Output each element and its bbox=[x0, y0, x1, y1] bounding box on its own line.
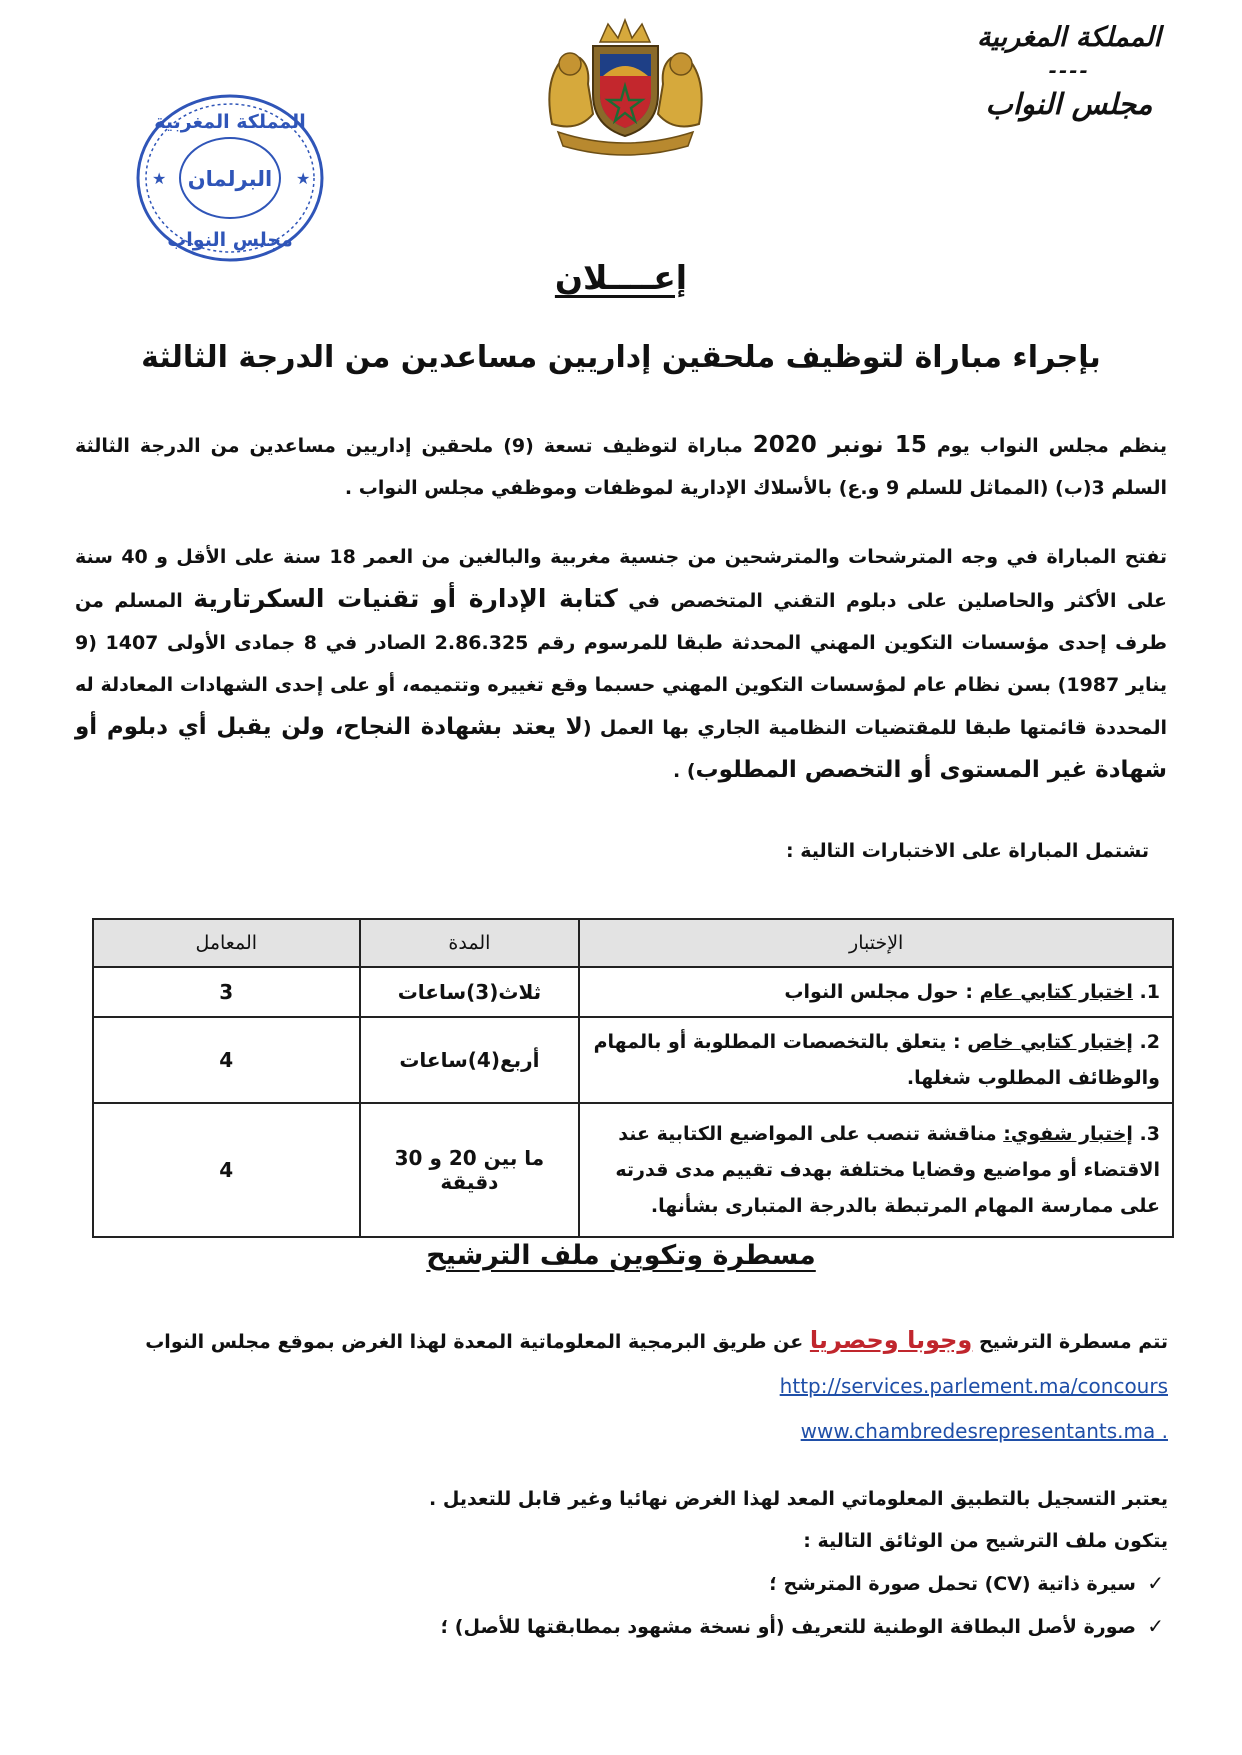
registration-note: يعتبر التسجيل بالتطبيق المعلوماتي المعد لهذا الغرض نهائيا وغير قابل للتعديل . bbox=[429, 1488, 1168, 1510]
coat-of-arms-icon bbox=[538, 14, 713, 156]
procedure-title: مسطرة وتكوين ملف الترشيح bbox=[426, 1240, 816, 1271]
announcement-subtitle: بإجراء مباراة لتوظيف ملحقين إداريين مساعدين من الدرجة الثالثة bbox=[141, 340, 1101, 375]
svg-text:★: ★ bbox=[152, 169, 167, 188]
check-icon: ✓ bbox=[1147, 1614, 1164, 1638]
check-icon: ✓ bbox=[1147, 1571, 1164, 1595]
coefficient-cell: 4 bbox=[93, 1017, 360, 1103]
mandatory-emphasis: وجوبا وحصريا bbox=[809, 1326, 973, 1354]
seal-ring-text: المملكة المغربية bbox=[154, 111, 306, 133]
header-duration: المدة bbox=[360, 919, 580, 967]
documents-section bbox=[78, 1478, 1168, 1648]
header-coefficient: المعامل bbox=[93, 919, 360, 967]
table-row bbox=[93, 1017, 1173, 1103]
table-row bbox=[93, 1103, 1173, 1237]
header-exam: الإختبار bbox=[579, 919, 1173, 967]
institution-header bbox=[954, 22, 1184, 121]
list-item: ✓صورة لأصل البطاقة الوطنية للتعريف (أو نسخة مشهود بمطابقتها للأصل) ؛ bbox=[78, 1605, 1168, 1648]
required-specialty: كتابة الإدارة أو تقنيات السكرتارية bbox=[193, 584, 618, 613]
eligibility-paragraph: تفتح المباراة في وجه المترشحات والمترشحين من جنسية مغربية والبالغين من العمر 18 سنة على الأقل و 40 سنة على الأكثر والحاصلين على دبلوم التقني المتخصص في كتابة الإدارة أو تقنيات السكرتارية المسلم من طرف إحدى مؤسسات التكوين المهني المحدثة طبقا للمرسوم رقم 2.86.325 الصادر في 8 جمادى الأولى 1407 (9 يناير 1987) بسن نظام عام لمؤسسات التكوين المهني حسبما وقع تغييره وتتميمه، أو على إحدى الشهادات المعادلة له المحددة قائمتها طبقا للمقتضيات النظامية الجاري بها العمل (لا يعتد بشهادة النجاح، ولن يقبل أي دبلوم أو شهادة غير المستوى أو التخصص المطلوب) . bbox=[75, 546, 1168, 783]
svg-text:★: ★ bbox=[296, 169, 311, 188]
duration-cell: ما بين 20 و 30 دقيقة bbox=[360, 1103, 580, 1237]
duration-cell: أربع(4)ساعات bbox=[360, 1017, 580, 1103]
procedure-paragraph: تتم مسطرة الترشيح وجوبا وحصريا عن طريق البرمجية المعلوماتية المعدة لهذا الغرض بموقع مجلس النواب http://services.parlement.ma/concours www.chambredesrepresentants.ma . bbox=[145, 1326, 1168, 1443]
duration-cell: ثلاث(3)ساعات bbox=[360, 967, 580, 1017]
exams-table bbox=[92, 918, 1174, 1238]
website-link[interactable]: www.chambredesrepresentants.ma . bbox=[800, 1419, 1168, 1443]
coefficient-cell: 3 bbox=[93, 967, 360, 1017]
list-item: ✓سيرة ذاتية (CV) تحمل صورة المترشح ؛ bbox=[78, 1562, 1168, 1605]
parliament-seal-icon bbox=[130, 88, 330, 268]
services-link[interactable]: http://services.parlement.ma/concours bbox=[779, 1374, 1168, 1398]
kingdom-name: المملكة المغربية bbox=[976, 22, 1162, 53]
eligibility-note: لا يعتد بشهادة النجاح، ولن يقبل أي دبلوم أو شهادة غير المستوى أو التخصص المطلوب bbox=[75, 714, 1167, 783]
seal-bottom-text: مجلس النواب bbox=[167, 229, 293, 251]
coefficient-cell: 4 bbox=[93, 1103, 360, 1237]
intro-paragraph: ينظم مجلس النواب يوم 15 نونبر 2020 مباراة لتوظيف تسعة (9) ملحقين إداريين مساعدين من الدرجة الثالثة السلم 3(ب) (المماثل للسلم 9 و.ع) بالأسلاك الإدارية لموظفات وموظفي مجلس النواب . bbox=[75, 432, 1167, 499]
exams-intro: تشتمل المباراة على الاختبارات التالية : bbox=[786, 840, 1149, 862]
header-separator: ---- bbox=[1048, 58, 1090, 82]
exam-cell: 2. إختبار كتابي خاص : يتعلق بالتخصصات المطلوبة أو بالمهام والوظائف المطلوب شغلها. bbox=[579, 1017, 1173, 1103]
seal-center-text: البرلمان bbox=[187, 167, 273, 191]
exam-cell: 1. اختبار كتابي عام : حول مجلس النواب bbox=[579, 967, 1173, 1017]
announcement-title: إعــــلان bbox=[554, 258, 688, 297]
exam-date: 15 نونبر 2020 bbox=[752, 432, 927, 458]
table-row bbox=[93, 967, 1173, 1017]
table-header-row bbox=[93, 919, 1173, 967]
institution-name: مجلس النواب bbox=[985, 87, 1153, 121]
exam-cell: 3. إختبار شفوي: مناقشة تنصب على المواضيع الكتابية عند الاقتضاء أو مواضيع وقضايا مختلفة بهدف تقييم مدى قدرته على ممارسة المهام المرتبطة بالدرجة المتبارى بشأنها. bbox=[579, 1103, 1173, 1237]
docs-intro: يتكون ملف الترشيح من الوثائق التالية : bbox=[803, 1530, 1168, 1552]
